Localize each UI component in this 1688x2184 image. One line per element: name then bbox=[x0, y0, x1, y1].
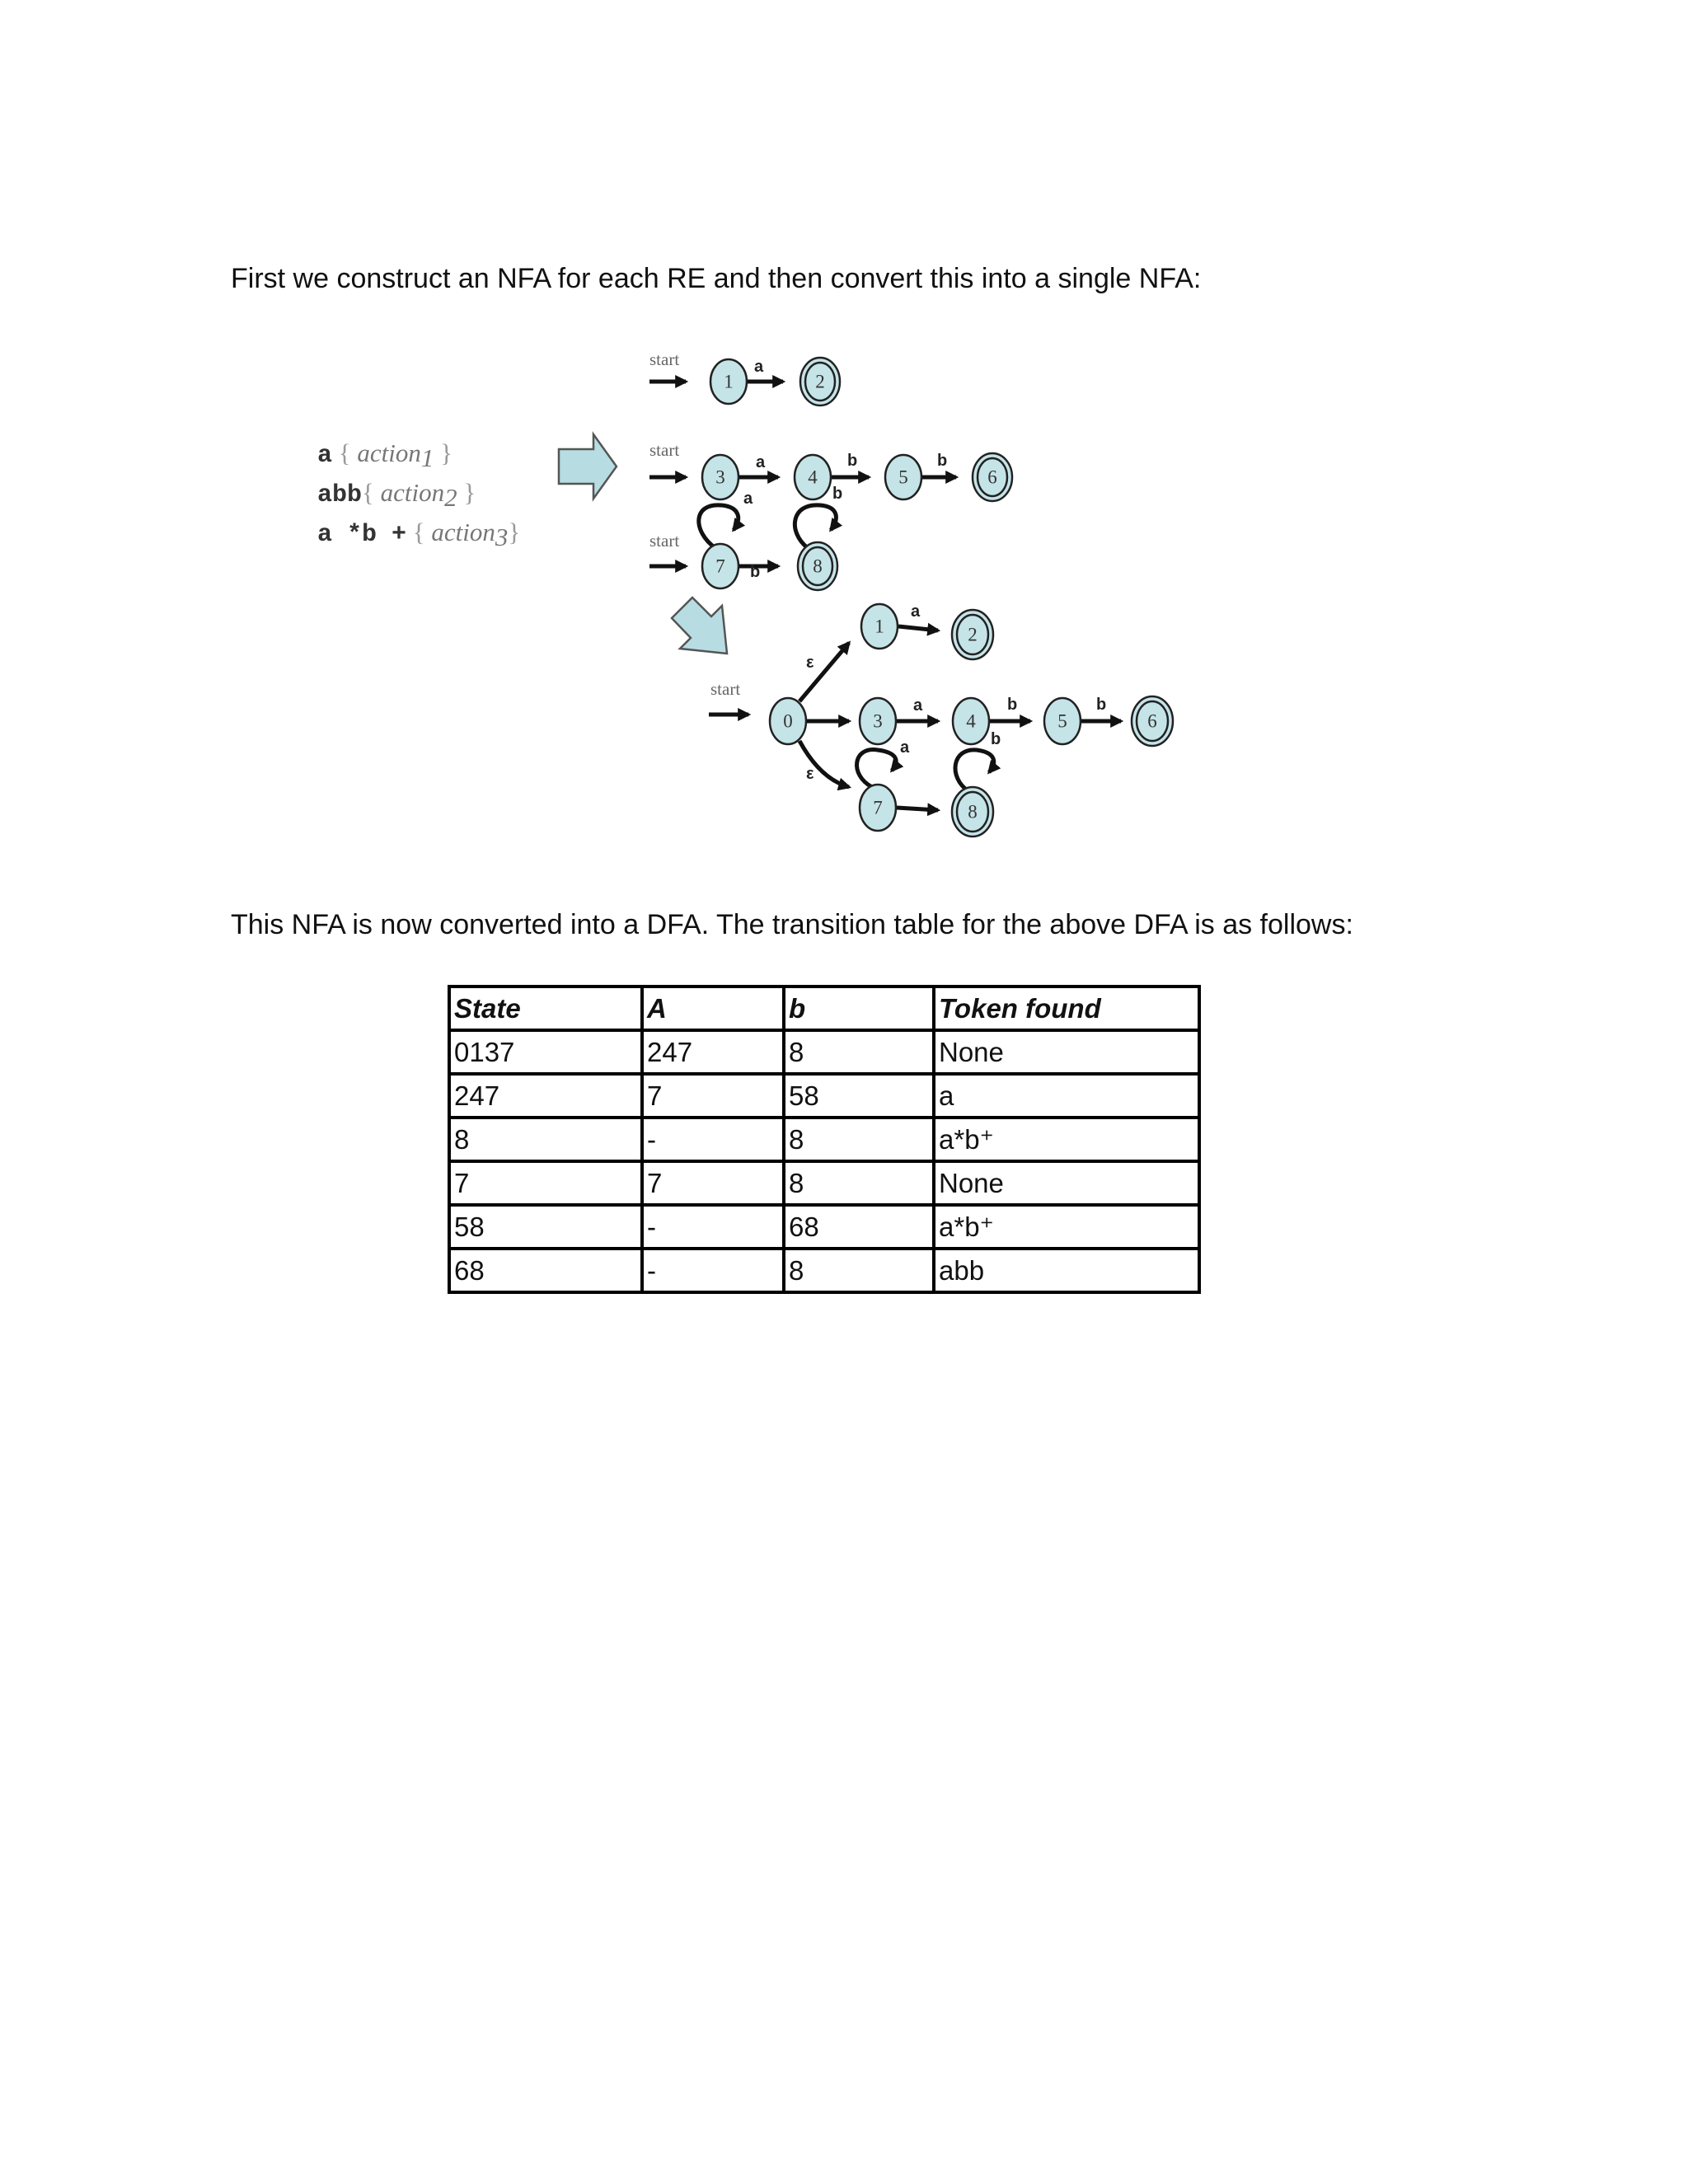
cell-state: 7 bbox=[449, 1161, 642, 1205]
svg-text:7: 7 bbox=[715, 555, 725, 577]
cell-state: 58 bbox=[449, 1205, 642, 1249]
svg-text:abb{ action2 }: abb{ action2 } bbox=[317, 478, 476, 512]
cell-b: 8 bbox=[784, 1161, 934, 1205]
table-row bbox=[449, 1074, 1199, 1118]
table-row bbox=[449, 1249, 1199, 1292]
svg-text:a { action1 }: a { action1 } bbox=[317, 438, 453, 472]
cell-b: 8 bbox=[784, 1249, 934, 1292]
svg-text:b: b bbox=[750, 563, 761, 581]
table-row bbox=[449, 1205, 1199, 1249]
svg-text:4: 4 bbox=[966, 710, 976, 732]
cell-b: 8 bbox=[784, 1030, 934, 1074]
table-row bbox=[449, 1161, 1199, 1205]
svg-text:a: a bbox=[913, 696, 923, 715]
svg-text:b: b bbox=[991, 730, 1001, 748]
svg-text:7: 7 bbox=[873, 797, 883, 818]
combined-nfa bbox=[709, 602, 1173, 837]
svg-text:2: 2 bbox=[815, 371, 825, 392]
svg-text:4: 4 bbox=[808, 466, 818, 488]
svg-text:5: 5 bbox=[1057, 710, 1067, 732]
cell-token: None bbox=[934, 1030, 1199, 1074]
cell-b: 58 bbox=[784, 1074, 934, 1118]
svg-text:start: start bbox=[710, 679, 741, 699]
table-row bbox=[449, 1030, 1199, 1074]
cell-token: a bbox=[934, 1074, 1199, 1118]
cell-state: 247 bbox=[449, 1074, 642, 1118]
re-3-sub: 3 bbox=[495, 523, 509, 551]
svg-text:b: b bbox=[937, 452, 948, 470]
svg-text:5: 5 bbox=[898, 466, 908, 488]
svg-text:a *b + { action3}: a *b + { action3} bbox=[317, 518, 521, 551]
re-spec bbox=[317, 438, 520, 551]
dfa-transition-table bbox=[448, 985, 1201, 1294]
re-2-pattern: abb bbox=[317, 481, 363, 509]
cell-a: - bbox=[642, 1249, 784, 1292]
svg-text:6: 6 bbox=[1147, 710, 1157, 732]
svg-text:6: 6 bbox=[987, 466, 997, 488]
header-a: A bbox=[642, 987, 784, 1030]
re-2-sub: 2 bbox=[444, 483, 457, 512]
svg-text:ε: ε bbox=[806, 765, 814, 783]
cell-b: 8 bbox=[784, 1118, 934, 1161]
svg-text:ε: ε bbox=[806, 654, 814, 672]
cell-b: 68 bbox=[784, 1205, 934, 1249]
svg-text:b: b bbox=[1096, 696, 1107, 714]
cell-a: 247 bbox=[642, 1030, 784, 1074]
cell-a: 7 bbox=[642, 1074, 784, 1118]
svg-text:b: b bbox=[1007, 696, 1018, 714]
right-arrow-icon bbox=[559, 434, 617, 499]
re-1-sub: 1 bbox=[420, 443, 434, 472]
svg-text:a: a bbox=[743, 490, 753, 508]
svg-text:a: a bbox=[900, 738, 910, 757]
svg-text:1: 1 bbox=[874, 616, 884, 637]
cell-token: None bbox=[934, 1161, 1199, 1205]
svg-text:b: b bbox=[832, 485, 843, 503]
svg-text:3: 3 bbox=[873, 710, 883, 732]
nfa-diagram bbox=[305, 342, 1203, 853]
cell-state: 68 bbox=[449, 1249, 642, 1292]
svg-text:0: 0 bbox=[783, 710, 793, 732]
svg-text:start: start bbox=[649, 531, 680, 551]
header-state: State bbox=[449, 987, 642, 1030]
table-header-row bbox=[449, 987, 1199, 1030]
svg-text:1: 1 bbox=[724, 371, 734, 392]
svg-text:b: b bbox=[847, 452, 858, 470]
header-b: b bbox=[784, 987, 934, 1030]
table-row bbox=[449, 1118, 1199, 1161]
svg-text:start: start bbox=[649, 440, 680, 460]
re-3-pattern: a *b + bbox=[317, 521, 407, 549]
cell-token: abb bbox=[934, 1249, 1199, 1292]
re-2-action: action bbox=[380, 478, 445, 507]
cell-a: - bbox=[642, 1205, 784, 1249]
svg-text:8: 8 bbox=[813, 555, 823, 577]
re-1-action: action bbox=[357, 438, 421, 467]
svg-text:a: a bbox=[756, 453, 766, 471]
dfa-intro-paragraph: This NFA is now converted into a DFA. The transition table for the above DFA is as follows: bbox=[231, 909, 1353, 940]
re-1-pattern: a bbox=[317, 442, 333, 470]
cell-token: a*b⁺ bbox=[934, 1118, 1199, 1161]
separate-nfas bbox=[649, 349, 1012, 590]
svg-text:a: a bbox=[754, 358, 764, 376]
svg-text:start: start bbox=[649, 349, 680, 369]
cell-state: 8 bbox=[449, 1118, 642, 1161]
svg-text:2: 2 bbox=[968, 624, 978, 645]
re-3-action: action bbox=[431, 518, 495, 546]
svg-text:3: 3 bbox=[715, 466, 725, 488]
cell-a: - bbox=[642, 1118, 784, 1161]
intro-paragraph: First we construct an NFA for each RE and then convert this into a single NFA: bbox=[231, 263, 1202, 294]
svg-text:a: a bbox=[911, 602, 921, 621]
down-right-arrow-icon bbox=[672, 598, 727, 654]
cell-state: 0137 bbox=[449, 1030, 642, 1074]
svg-text:8: 8 bbox=[968, 801, 978, 823]
header-token-found: Token found bbox=[934, 987, 1199, 1030]
cell-token: a*b⁺ bbox=[934, 1205, 1199, 1249]
cell-a: 7 bbox=[642, 1161, 784, 1205]
